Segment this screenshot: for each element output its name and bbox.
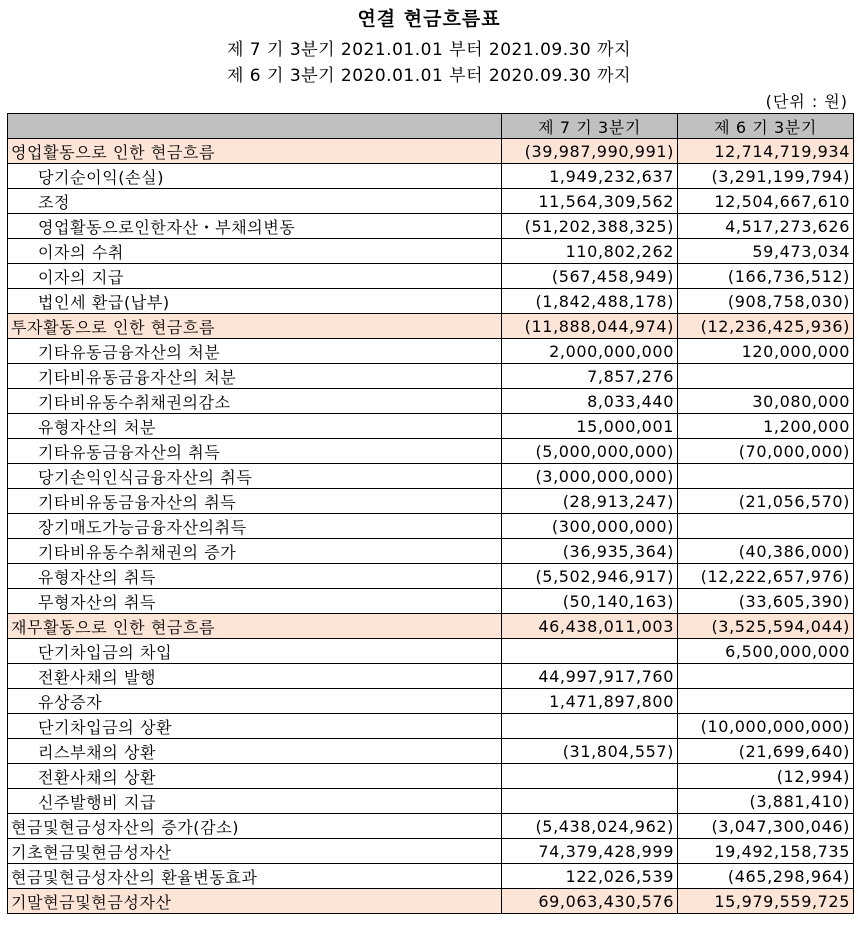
row-label: 기타비유동수취채권의 증가 (8, 539, 502, 564)
row-current-value: (31,804,557) (502, 739, 678, 764)
table-row (8, 564, 854, 589)
table-row (8, 264, 854, 289)
table-row (8, 639, 854, 664)
row-current-value (502, 764, 678, 789)
table-row (8, 839, 854, 864)
table-row (8, 864, 854, 889)
row-prior-value (678, 689, 854, 714)
row-label: 법인세 환급(납부) (8, 289, 502, 314)
row-prior-value: (21,056,570) (678, 489, 854, 514)
row-current-value: (50,140,163) (502, 589, 678, 614)
row-current-value: 46,438,011,003 (502, 614, 678, 639)
row-current-value: 8,033,440 (502, 389, 678, 414)
row-current-value: 2,000,000,000 (502, 339, 678, 364)
row-prior-value (678, 464, 854, 489)
row-label: 조정 (8, 189, 502, 214)
row-prior-value (678, 364, 854, 389)
row-label: 영업활동으로 인한 현금흐름 (8, 139, 502, 164)
row-label: 무형자산의 취득 (8, 589, 502, 614)
row-prior-value: (3,881,410) (678, 789, 854, 814)
row-prior-value: (3,525,594,044) (678, 614, 854, 639)
cash-flow-table (7, 113, 854, 914)
row-current-value: (567,458,949) (502, 264, 678, 289)
row-label: 신주발행비 지급 (8, 789, 502, 814)
table-row (8, 764, 854, 789)
row-label: 리스부채의 상환 (8, 739, 502, 764)
table-row (8, 139, 854, 164)
row-prior-value: 4,517,273,626 (678, 214, 854, 239)
row-prior-value: (166,736,512) (678, 264, 854, 289)
row-label: 전환사채의 상환 (8, 764, 502, 789)
row-label: 영업활동으로인한자산・부채의변동 (8, 214, 502, 239)
table-row (8, 289, 854, 314)
row-label: 장기매도가능금융자산의취득 (8, 514, 502, 539)
row-current-value: (3,000,000,000) (502, 464, 678, 489)
row-label: 단기차입금의 상환 (8, 714, 502, 739)
row-label: 현금및현금성자산의 환율변동효과 (8, 864, 502, 889)
table-row (8, 189, 854, 214)
row-prior-value: (70,000,000) (678, 439, 854, 464)
table-row (8, 714, 854, 739)
table-row (8, 489, 854, 514)
row-label: 기타비유동금융자산의 취득 (8, 489, 502, 514)
row-label: 당기손익인식금융자산의 취득 (8, 464, 502, 489)
row-prior-value: 30,080,000 (678, 389, 854, 414)
row-current-value: 122,026,539 (502, 864, 678, 889)
table-row (8, 164, 854, 189)
row-prior-value: (12,222,657,976) (678, 564, 854, 589)
row-current-value: (5,438,024,962) (502, 814, 678, 839)
row-label: 전환사채의 발행 (8, 664, 502, 689)
row-label: 재무활동으로 인한 현금흐름 (8, 614, 502, 639)
row-current-value: (5,502,946,917) (502, 564, 678, 589)
row-current-value: (51,202,388,325) (502, 214, 678, 239)
row-prior-value: (10,000,000,000) (678, 714, 854, 739)
row-label: 유형자산의 처분 (8, 414, 502, 439)
row-prior-value: (3,291,199,794) (678, 164, 854, 189)
row-current-value: 1,471,897,800 (502, 689, 678, 714)
row-label: 기타유동금융자산의 처분 (8, 339, 502, 364)
table-row (8, 364, 854, 389)
row-prior-value (678, 664, 854, 689)
row-current-value: 11,564,309,562 (502, 189, 678, 214)
table-row (8, 814, 854, 839)
row-label: 기타비유동금융자산의 처분 (8, 364, 502, 389)
row-current-value: (1,842,488,178) (502, 289, 678, 314)
table-row (8, 439, 854, 464)
table-row (8, 389, 854, 414)
row-prior-value (678, 514, 854, 539)
row-current-value: 1,949,232,637 (502, 164, 678, 189)
row-current-value: 44,997,917,760 (502, 664, 678, 689)
row-label: 유형자산의 취득 (8, 564, 502, 589)
table-row (8, 314, 854, 339)
row-current-value: 7,857,276 (502, 364, 678, 389)
unit-label: (단위 : 원) (765, 92, 848, 111)
row-current-value: (300,000,000) (502, 514, 678, 539)
table-row (8, 514, 854, 539)
table-row (8, 539, 854, 564)
row-prior-value: 59,473,034 (678, 239, 854, 264)
table-row (8, 589, 854, 614)
table-header-row (8, 114, 854, 139)
row-current-value: (39,987,990,991) (502, 139, 678, 164)
row-current-value: 69,063,430,576 (502, 889, 678, 914)
row-label: 이자의 지급 (8, 264, 502, 289)
row-label: 기초현금및현금성자산 (8, 839, 502, 864)
row-prior-value: 1,200,000 (678, 414, 854, 439)
row-prior-value: (12,236,425,936) (678, 314, 854, 339)
row-current-value (502, 789, 678, 814)
row-current-value: 15,000,001 (502, 414, 678, 439)
table-row (8, 789, 854, 814)
period-current: 제 7 기 3분기 2021.01.01 부터 2021.09.30 까지 (226, 40, 631, 60)
period-prior: 제 6 기 3분기 2020.01.01 부터 2020.09.30 까지 (226, 66, 631, 86)
table-row (8, 614, 854, 639)
header-current-period: 제 7 기 3분기 (502, 114, 678, 139)
table-row (8, 739, 854, 764)
table-row (8, 464, 854, 489)
row-label: 현금및현금성자산의 증가(감소) (8, 814, 502, 839)
table-row (8, 214, 854, 239)
row-current-value (502, 639, 678, 664)
row-prior-value: (40,386,000) (678, 539, 854, 564)
row-prior-value: (33,605,390) (678, 589, 854, 614)
row-prior-value: 6,500,000,000 (678, 639, 854, 664)
row-current-value: (28,913,247) (502, 489, 678, 514)
row-current-value: 74,379,428,999 (502, 839, 678, 864)
row-label: 기타유동금융자산의 취득 (8, 439, 502, 464)
row-prior-value: 12,504,667,610 (678, 189, 854, 214)
table-row (8, 664, 854, 689)
table-row (8, 889, 854, 914)
row-label: 당기순이익(손실) (8, 164, 502, 189)
header-item (8, 114, 502, 139)
row-prior-value: (908,758,030) (678, 289, 854, 314)
row-prior-value: (21,699,640) (678, 739, 854, 764)
row-prior-value: 15,979,559,725 (678, 889, 854, 914)
row-prior-value: (465,298,964) (678, 864, 854, 889)
row-prior-value: 12,714,719,934 (678, 139, 854, 164)
row-label: 이자의 수취 (8, 239, 502, 264)
row-current-value: (5,000,000,000) (502, 439, 678, 464)
row-label: 유상증자 (8, 689, 502, 714)
row-prior-value: 19,492,158,735 (678, 839, 854, 864)
row-current-value: 110,802,262 (502, 239, 678, 264)
row-label: 기타비유동수취채권의감소 (8, 389, 502, 414)
row-prior-value: 120,000,000 (678, 339, 854, 364)
row-label: 단기차입금의 차입 (8, 639, 502, 664)
row-label: 기말현금및현금성자산 (8, 889, 502, 914)
table-row (8, 339, 854, 364)
statement-title: 연결 현금흐름표 (357, 8, 501, 30)
table-row (8, 414, 854, 439)
row-label: 투자활동으로 인한 현금흐름 (8, 314, 502, 339)
table-row (8, 689, 854, 714)
row-current-value: (36,935,364) (502, 539, 678, 564)
row-prior-value: (3,047,300,046) (678, 814, 854, 839)
row-current-value: (11,888,044,974) (502, 314, 678, 339)
row-current-value (502, 714, 678, 739)
table-row (8, 239, 854, 264)
row-prior-value: (12,994) (678, 764, 854, 789)
header-prior-period: 제 6 기 3분기 (678, 114, 854, 139)
